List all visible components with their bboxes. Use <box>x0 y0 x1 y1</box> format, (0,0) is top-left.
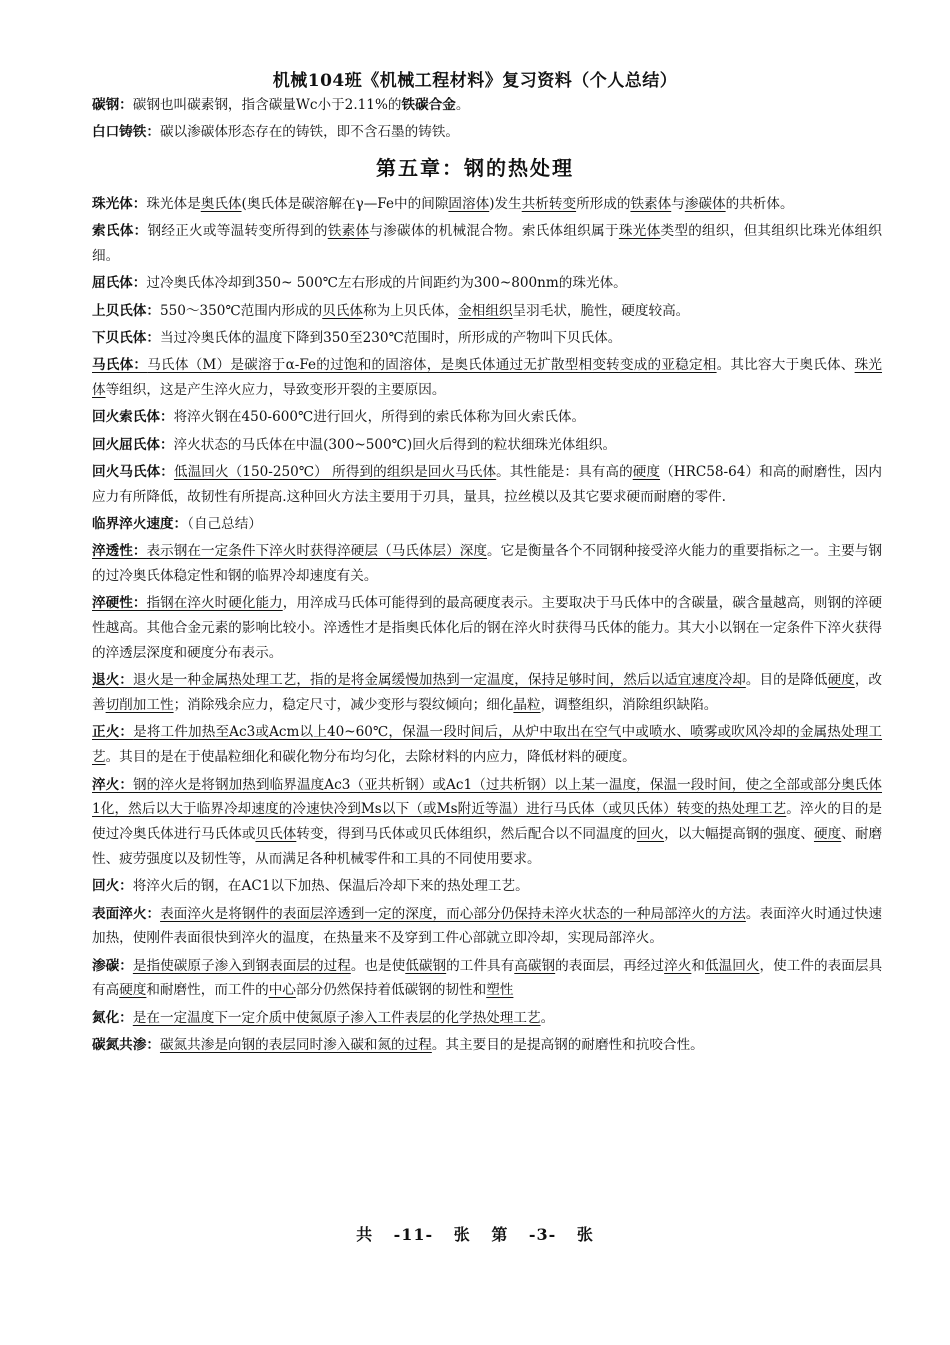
term-label: 淬透性： <box>92 543 147 560</box>
term-label: 下贝氏体： <box>92 329 160 346</box>
definition-tempered-troostite: 回火屈氏体：淬火状态的马氏体在中温(300~500℃)回火后得到的粒状细珠光体组织。 <box>92 436 617 453</box>
document-title: 机械104班《机械工程材料》复习资料（个人总结） <box>272 71 678 91</box>
term-label: 碳氮共渗： <box>92 1037 160 1053</box>
definition-martensite: 马氏体：马氏体（M）是碳溶于α-Fe的过饱和的固溶体，是奥氏体通过无扩散型相变转变成的亚稳定相。其比容大于奥氏体、珠光体等组织，这是产生淬火应力，导致变形开裂的主要原因。 <box>92 357 883 399</box>
term-label: 回火屈氏体： <box>92 436 174 453</box>
term-label: 上贝氏体： <box>92 302 160 319</box>
term-label: 珠光体： <box>92 196 147 212</box>
definition-upper-bainite: 上贝氏体：550～350℃范围内形成的贝氏体称为上贝氏体，金相组织呈羽毛状，脆性，硬度较高。 <box>92 302 690 319</box>
term-label: 正火： <box>92 724 134 741</box>
definition-hardening-capacity: 淬硬性：指钢在淬火时硬化能力，用淬成马氏体可能得到的最高硬度表示。主要取决于马氏体中的含碳量，碳含量越高，则钢的淬硬性越高。其他合金元素的影响比较小。淬透性才是指奥氏体化后的钢在淬火时获得马氏体的能力。其大小以钢在一定条件下淬火获得的淬透层深度和硬度分布表示。 <box>92 595 883 662</box>
definition-quenching: 淬火：钢的淬火是将钢加热到临界温度Ac3（亚共析钢）或Ac1（过共析钢）以上某一温度，保温一段时间，使之全部或部分奥氏体1化，然后以大于临界冷却速度的冷速快冷到Ms以下（或Ms附近等温）进行马氏体（或贝氏体）转变的热处理工艺。淬火的目的是使过冷奥氏体进行马氏体或贝氏体转变，得到马氏体或贝氏体组织，然后配合以不同温度的回火，以大幅提高钢的强度、硬度、耐磨性、疲劳强度以及韧性等，从而满足各种机械零件和工具的不同使用要求。 <box>92 776 883 867</box>
chapter-title: 第五章：钢的热处理 <box>376 156 574 180</box>
definition-tempering: 回火：将淬火后的钢，在AC1以下加热、保温后冷却下来的热处理工艺。 <box>92 878 529 895</box>
term-label: 碳钢： <box>92 97 133 113</box>
term-label: 临界淬火速度： <box>92 516 188 533</box>
term-label: 退火： <box>92 672 133 689</box>
term-label: 回火索氏体： <box>92 409 174 426</box>
term-label: 索氏体： <box>92 223 148 240</box>
definition-normalizing: 正火：是将工件加热至Ac3或Acm以上40~60℃，保温一段时间后，从炉中取出在空气中或喷水、喷雾或吹风冷却的金属热处理工艺。其目的是在于使晶粒细化和碳化物分布均匀化，去除材料的内应力，降低材料的硬度。 <box>92 724 883 766</box>
definition-pearlite: 珠光体：珠光体是奥氏体(奥氏体是碳溶解在γ—Fe中的间隙固溶体)发生共析转变所形成的铁素体与渗碳体的共析体。 <box>92 196 794 212</box>
definition-sorbite: 索氏体：钢经正火或等温转变所得到的铁素体与渗碳体的机械混合物。索氏体组织属于珠光体类型的组织，但其组织比珠光体组织细。 <box>92 223 883 265</box>
definition-white-cast-iron: 白口铸铁：碳以渗碳体形态存在的铸铁，即不含石墨的铸铁。 <box>92 124 460 141</box>
term-label: 回火： <box>92 878 133 895</box>
page-footer: 共 -11- 张 第 -3- 张 <box>356 1225 594 1244</box>
intro-definitions <box>92 93 882 148</box>
term-label: 淬硬性： <box>92 595 147 612</box>
definition-lower-bainite: 下贝氏体：当过冷奥氏体的温度下降到350至230℃范围时，所形成的产物叫下贝氏体。 <box>92 329 622 346</box>
term-label: 屈氏体： <box>92 275 147 292</box>
term-label: 渗碳： <box>92 957 133 974</box>
definition-surface-quenching: 表面淬火：表面淬火是将钢件的表面层淬透到一定的深度，而心部分仍保持未淬火状态的一种局部淬火的方法。表面淬火时通过快速加热，使刚件表面很快到淬火的温度，在热量来不及穿到工件心部就立即冷却，实现局部淬火。 <box>92 905 883 947</box>
definition-critical-quench-rate: 临界淬火速度：（自己总结） <box>92 516 262 533</box>
definition-carburizing: 渗碳：是指使碳原子渗入到钢表面层的过程。也是使低碳钢的工件具有高碳钢的表面层，再经过淬火和低温回火，使工件的表面层具有高硬度和耐磨性，而工件的中心部分仍然保持着低碳钢的韧性和塑性 <box>92 957 883 999</box>
definition-carbon-steel: 碳钢：碳钢也叫碳素钢，指含碳量Wc小于2.11%的铁碳合金。 <box>92 97 470 113</box>
term-label: 表面淬火： <box>92 905 161 922</box>
definition-troostite: 屈氏体：过冷奥氏体冷却到350~ 500℃左右形成的片间距约为300~800nm的珠光体。 <box>92 275 627 292</box>
definition-annealing: 退火：退火是一种金属热处理工艺，指的是将金属缓慢加热到一定温度，保持足够时间，然后以适宜速度冷却。目的是降低硬度，改善切削加工性；消除残余应力，稳定尺寸，减少变形与裂纹倾向；细化晶粒，调整组织，消除组织缺陷。 <box>92 672 883 714</box>
term-label: 回火马氏体： <box>92 463 174 480</box>
definition-nitriding: 氮化：是在一定温度下一定介质中使氮原子渗入工件表层的化学热处理工艺。 <box>92 1009 555 1026</box>
chapter-body <box>92 192 882 1060</box>
definition-tempered-sorbite: 回火索氏体：将淬火钢在450-600℃进行回火，所得到的索氏体称为回火索氏体。 <box>92 409 586 426</box>
definition-tempered-martensite: 回火马氏体：低温回火（150-250℃） 所得到的组织是回火马氏体。其性能是：具有高的硬度（HRC58-64）和高的耐磨性，因内应力有所降低，故韧性有所提高.这种回火方法主要用于刃具，量具，拉丝模以及其它要求硬而耐磨的零件. <box>92 463 883 505</box>
term-label: 淬火： <box>92 776 133 793</box>
definition-carbonitriding: 碳氮共渗：碳氮共渗是向钢的表层同时渗入碳和氮的过程。其主要目的是提高钢的耐磨性和抗咬合性。 <box>92 1037 704 1053</box>
definition-hardenability: 淬透性：表示钢在一定条件下淬火时获得淬硬层（马氏体层）深度。它是衡量各个不同钢种接受淬火能力的重要指标之一。主要与钢的过冷奥氏体稳定性和钢的临界冷却速度有关。 <box>92 543 882 585</box>
term-label: 马氏体： <box>92 357 148 374</box>
term-label: 白口铸铁： <box>92 124 160 141</box>
term-label: 氮化： <box>92 1009 133 1026</box>
